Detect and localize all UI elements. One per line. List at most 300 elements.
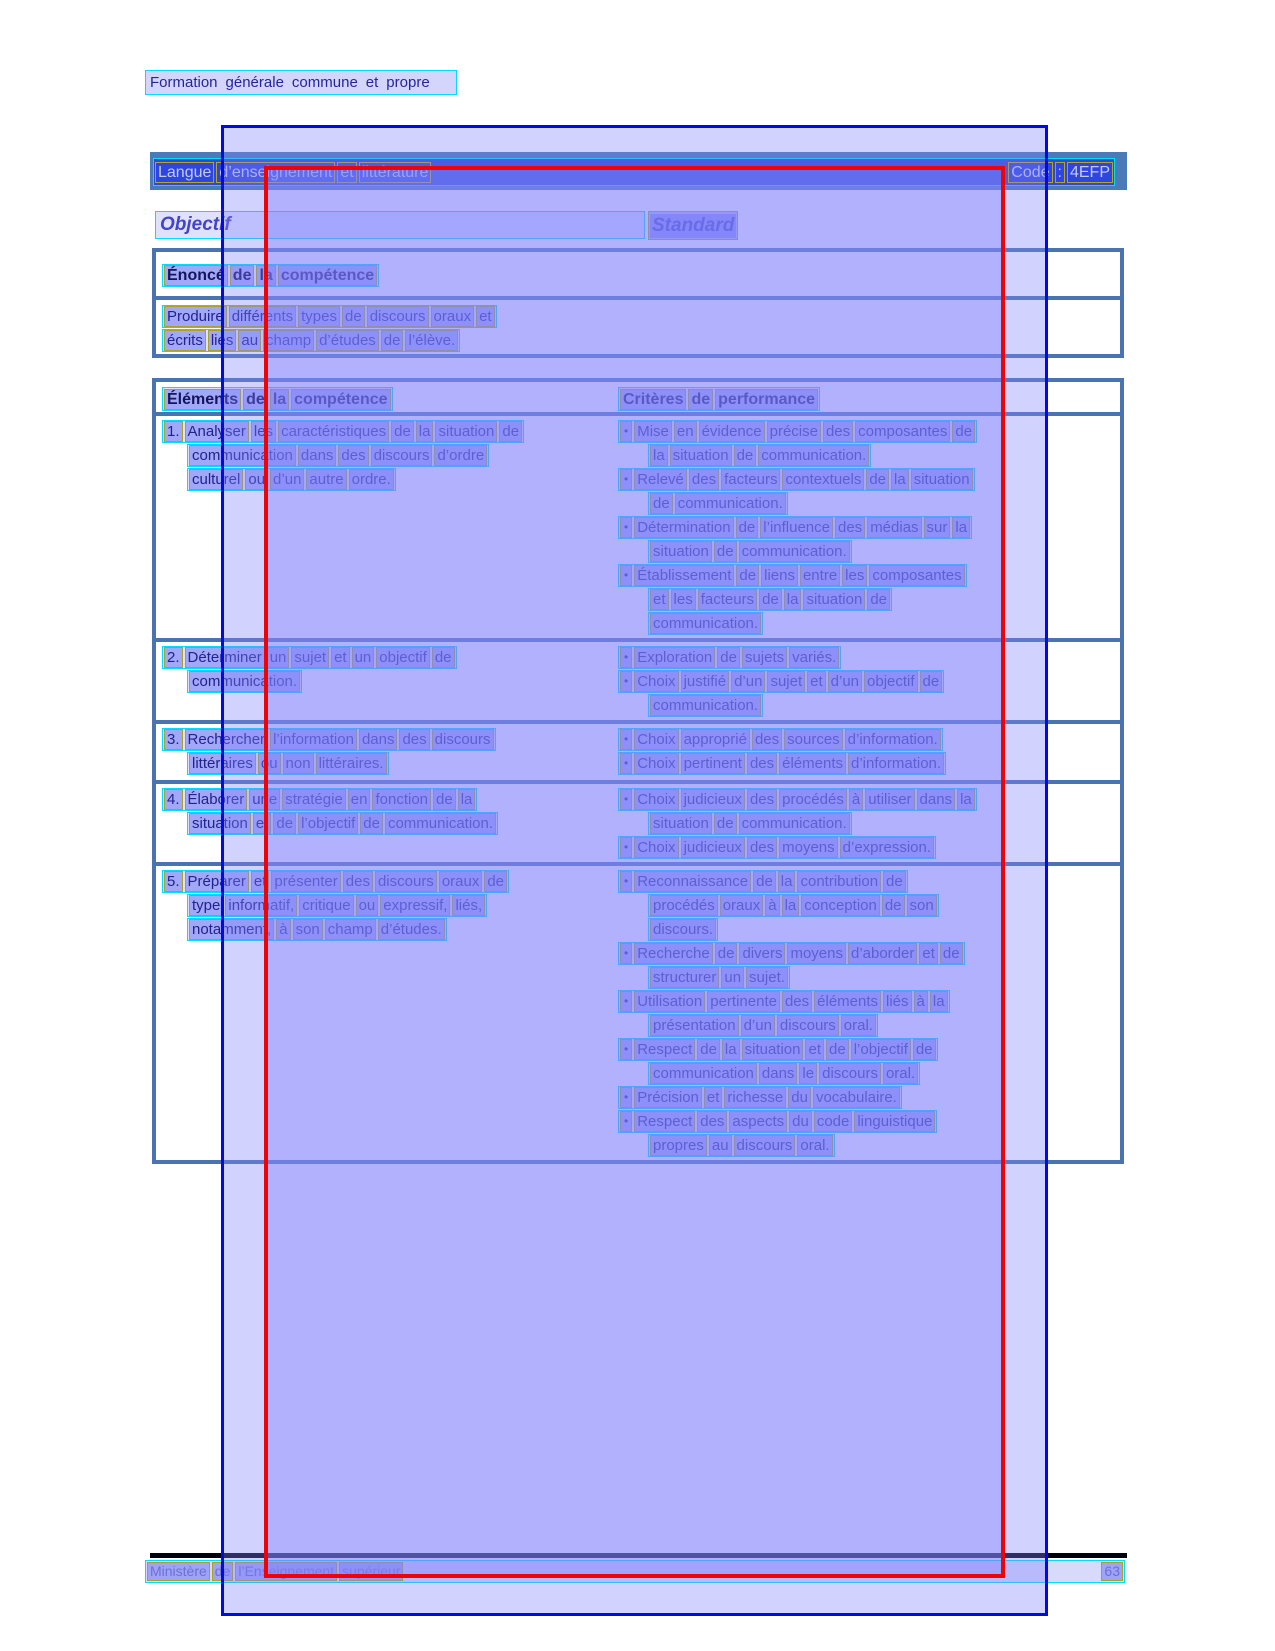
- ocr-line-box: [618, 646, 841, 669]
- ocr-word-box: de: [736, 517, 759, 538]
- ocr-word-box: de: [734, 445, 757, 466]
- ocr-word-box: de: [753, 871, 776, 892]
- ocr-line-box: [187, 670, 302, 693]
- ocr-word-box: Analyser: [185, 421, 249, 442]
- ocr-word-box: et: [807, 671, 826, 692]
- ocr-word-box: supérieur: [339, 1562, 403, 1581]
- ocr-word-box: l’élève.: [405, 330, 458, 351]
- ocr-line-box: [162, 420, 524, 443]
- ocr-word-box: Choix: [634, 837, 678, 858]
- elements-table-rows: [156, 416, 1120, 1160]
- ocr-word-box: en: [674, 421, 697, 442]
- ocr-word-box: et: [476, 306, 495, 327]
- ocr-word-box: l’objectif: [851, 1039, 911, 1060]
- ocr-word-box: oraux: [439, 871, 483, 892]
- ocr-line-box: [162, 646, 457, 669]
- ocr-word-box: et: [365, 74, 379, 91]
- ocr-word-box: éléments: [814, 991, 881, 1012]
- bullet-marker: •: [620, 1039, 632, 1060]
- ocr-word-box: types: [298, 306, 340, 327]
- ocr-word-box: de: [230, 265, 255, 286]
- ocr-word-box: situation: [435, 421, 497, 442]
- ocr-word-box: des: [689, 469, 719, 490]
- ocr-line-box: [162, 870, 509, 893]
- ocr-word-box: dans: [359, 729, 398, 750]
- ocr-word-box: Langue: [155, 162, 214, 183]
- ocr-word-box: et: [650, 589, 669, 610]
- ocr-word-box: présenter: [271, 871, 340, 892]
- ocr-word-box: du: [788, 1087, 811, 1108]
- ocr-word-box: différents: [229, 306, 296, 327]
- ocr-word-box: objectif: [864, 671, 918, 692]
- bullet-marker: •: [620, 1087, 632, 1108]
- ocr-word-box: son: [907, 895, 937, 916]
- ocr-word-box: l’influence: [760, 517, 833, 538]
- ocr-word-box: des: [835, 517, 865, 538]
- ocr-word-box: la: [930, 991, 948, 1012]
- ocr-word-box: sujet: [291, 647, 329, 668]
- ocr-word-box: Établissement: [634, 565, 734, 586]
- ocr-word-box: de: [714, 541, 737, 562]
- competence-cell: [162, 870, 618, 1158]
- ocr-word-box: facteurs: [698, 589, 757, 610]
- ocr-word-box: dans: [759, 1063, 798, 1084]
- ocr-word-box: les: [671, 589, 696, 610]
- ocr-word-box: ou: [245, 469, 268, 490]
- ocr-word-box: de: [432, 647, 455, 668]
- ocr-word-box: de: [273, 813, 296, 834]
- ocr-word-box: médias: [867, 517, 921, 538]
- ocr-word-box: informatif,: [225, 895, 297, 916]
- ocr-word-box: Préparer: [185, 871, 249, 892]
- ocr-word-box: de: [484, 871, 507, 892]
- ocr-line-box: [648, 966, 790, 989]
- ocr-word-box: oraux: [720, 895, 764, 916]
- ocr-word-box: ou: [258, 753, 281, 774]
- ocr-word-box: justifié: [681, 671, 730, 692]
- ocr-word-box: l’information: [270, 729, 357, 750]
- ocr-word-box: la: [650, 445, 668, 466]
- ocr-word-box: situation: [742, 1039, 804, 1060]
- ocr-word-box: situation: [803, 589, 865, 610]
- ocr-word-box: sujet: [767, 671, 805, 692]
- bullet-marker: •: [620, 565, 632, 586]
- table-row: [156, 416, 1120, 642]
- ocr-word-box: autre: [306, 469, 346, 490]
- table-row: [156, 866, 1120, 1160]
- ocr-word-box: Objectif: [160, 214, 231, 235]
- ocr-word-box: linguistique: [854, 1111, 935, 1132]
- ocr-word-box: ordre.: [349, 469, 394, 490]
- ocr-word-box: Détermination: [634, 517, 733, 538]
- ocr-word-box: compétence: [291, 389, 390, 410]
- ocr-word-box: d’information.: [848, 753, 944, 774]
- ocr-word-box: judicieux: [681, 789, 745, 810]
- ocr-line-box: [618, 870, 908, 893]
- ocr-word-box: de: [212, 1562, 234, 1581]
- ocr-word-box: 3.: [164, 729, 183, 750]
- ocr-word-box: d’un: [741, 1015, 775, 1036]
- ocr-word-box: sur: [924, 517, 951, 538]
- ocr-word-box: de: [759, 589, 782, 610]
- ocr-word-box: au: [238, 330, 261, 351]
- ocr-word-box: Critères: [620, 389, 686, 410]
- ocr-word-box: Choix: [634, 753, 678, 774]
- ocr-word-box: de: [717, 647, 740, 668]
- ocr-word-box: situation: [650, 813, 712, 834]
- bullet-marker: •: [620, 943, 632, 964]
- ocr-line-box: [153, 158, 1115, 186]
- ocr-word-box: ou: [356, 895, 379, 916]
- ocr-word-box: la: [778, 871, 796, 892]
- ocr-line-box: [162, 305, 497, 328]
- ocr-line-box: [187, 894, 487, 917]
- ocr-word-box: d’expression.: [840, 837, 934, 858]
- ocr-word-box: un: [267, 647, 290, 668]
- ocr-word-box: utiliser: [865, 789, 914, 810]
- ocr-line-box: [648, 612, 763, 635]
- ocr-word-box: une: [249, 789, 280, 810]
- ocr-word-box: oral.: [797, 1135, 832, 1156]
- ocr-word-box: d’ordre: [434, 445, 487, 466]
- ocr-word-box: notamment,: [189, 919, 274, 940]
- ocr-line-box: [618, 752, 946, 775]
- ocr-word-box: discours.: [650, 919, 716, 940]
- ocr-word-box: et: [331, 647, 350, 668]
- ocr-word-box: liens: [761, 565, 798, 586]
- ocr-word-box: d’aborder: [848, 943, 917, 964]
- ocr-word-box: de: [826, 1039, 849, 1060]
- ocr-word-box: variés.: [789, 647, 839, 668]
- competence-cell: [162, 646, 618, 718]
- ocr-word-box: sujet.: [746, 967, 788, 988]
- table-row: [156, 642, 1120, 724]
- ocr-word-box: littéraires: [189, 753, 256, 774]
- ocr-word-box: et: [805, 1039, 824, 1060]
- ocr-word-box: à: [914, 991, 928, 1012]
- ocr-line-box: [618, 420, 977, 443]
- ocr-word-box: de: [883, 871, 906, 892]
- ocr-word-box: richesse: [724, 1087, 786, 1108]
- ocr-word-box: d’études: [316, 330, 379, 351]
- ocr-line-box: [648, 918, 718, 941]
- ocr-word-box: structurer: [650, 967, 719, 988]
- ocr-word-box: communication.: [739, 541, 850, 562]
- ocr-word-box: de: [342, 306, 365, 327]
- ocr-word-box: la: [957, 789, 975, 810]
- ocr-line-box: [187, 918, 447, 941]
- ocr-word-box: compétence: [278, 265, 377, 286]
- ocr-word-box: contribution: [797, 871, 881, 892]
- ocr-word-box: l’Enseignement: [235, 1562, 337, 1581]
- ocr-word-box: la: [256, 265, 275, 286]
- ocr-word-box: et: [919, 943, 938, 964]
- ocr-word-box: Mise: [634, 421, 672, 442]
- bullet-marker: •: [620, 1111, 632, 1132]
- ocr-word-box: des: [752, 729, 782, 750]
- ocr-word-box: Recherche: [634, 943, 713, 964]
- ocr-word-box: fonction: [372, 789, 431, 810]
- bullet-marker: •: [620, 753, 632, 774]
- ocr-word-box: Choix: [634, 671, 678, 692]
- competence-cell: [162, 728, 618, 778]
- ocr-word-box: approprié: [681, 729, 750, 750]
- ocr-word-box: son: [293, 919, 323, 940]
- ocr-line-box: [618, 1086, 902, 1109]
- ocr-word-box: pertinente: [707, 991, 780, 1012]
- ocr-line-box: [618, 942, 965, 965]
- ocr-word-box: Exploration: [634, 647, 715, 668]
- standard-title: [648, 211, 738, 240]
- criteria-cell: [618, 870, 1120, 1158]
- ocr-word-box: Élaborer: [185, 789, 248, 810]
- bullet-marker: •: [620, 871, 632, 892]
- ocr-word-box: discours: [432, 729, 494, 750]
- ocr-word-box: :: [1055, 162, 1065, 183]
- bullet-marker: •: [620, 517, 632, 538]
- ocr-word-box: d’enseignement: [216, 162, 335, 183]
- ocr-word-box: de: [391, 421, 414, 442]
- ocr-line-box: [187, 812, 498, 835]
- category-label: [145, 70, 457, 95]
- ocr-word-box: littérature: [359, 162, 432, 183]
- ocr-word-box: de: [940, 943, 963, 964]
- elements-table: [152, 378, 1124, 1164]
- bullet-marker: •: [620, 647, 632, 668]
- enonce-table: [152, 248, 1124, 358]
- ocr-word-box: à: [765, 895, 779, 916]
- footer-rule: [150, 1553, 1127, 1558]
- ocr-word-box: procédés: [650, 895, 718, 916]
- ocr-word-box: propres: [650, 1135, 707, 1156]
- ocr-word-box: d’information.: [845, 729, 941, 750]
- ocr-word-box: discours: [367, 306, 429, 327]
- ocr-word-box: et: [251, 871, 270, 892]
- ocr-word-box: Code: [1008, 162, 1052, 183]
- ocr-word-box: de: [913, 1039, 936, 1060]
- ocr-line-box: [618, 564, 967, 587]
- ocr-word-box: Relevé: [634, 469, 687, 490]
- ocr-line-box: [618, 468, 975, 491]
- ocr-word-box: et: [704, 1087, 723, 1108]
- ocr-word-box: 63: [1101, 1562, 1123, 1581]
- bullet-marker: •: [620, 837, 632, 858]
- ocr-word-box: procédés: [779, 789, 847, 810]
- ocr-word-box: la: [270, 389, 289, 410]
- ocr-word-box: évidence: [699, 421, 765, 442]
- ocr-word-box: des: [747, 753, 777, 774]
- ocr-word-box: 5.: [164, 871, 183, 892]
- ocr-word-box: Choix: [634, 729, 678, 750]
- ocr-word-box: liés,: [452, 895, 485, 916]
- ocr-word-box: critique: [299, 895, 353, 916]
- ocr-word-box: de: [714, 813, 737, 834]
- ocr-line-box: [648, 1134, 835, 1157]
- ocr-word-box: à: [276, 919, 290, 940]
- ocr-line-box: [648, 492, 788, 515]
- ocr-word-box: des: [823, 421, 853, 442]
- ocr-word-box: code: [814, 1111, 853, 1132]
- ocr-word-box: situation: [911, 469, 973, 490]
- page-number: [1100, 1562, 1124, 1581]
- ocr-line-box: [162, 788, 477, 811]
- ocr-word-box: conception: [801, 895, 880, 916]
- ocr-word-box: Produire: [164, 306, 227, 327]
- ocr-word-box: situation: [650, 541, 712, 562]
- competence-cell: [162, 420, 618, 636]
- ocr-word-box: communication.: [650, 613, 761, 634]
- ocr-line-box: [187, 752, 389, 775]
- ocr-word-box: dans: [917, 789, 956, 810]
- ocr-word-box: divers: [739, 943, 785, 964]
- ocr-word-box: de: [688, 389, 713, 410]
- ocr-word-box: 4.: [164, 789, 183, 810]
- ocr-word-box: facteurs: [721, 469, 780, 490]
- bullet-marker: •: [620, 789, 632, 810]
- ocr-line-box: [187, 444, 489, 467]
- section-title-row: [155, 211, 738, 240]
- ocr-line-box: [618, 1110, 937, 1133]
- criteria-cell: [618, 420, 1120, 636]
- ocr-line-box: [187, 468, 396, 491]
- ocr-word-box: de: [433, 789, 456, 810]
- ocr-word-box: Respect: [634, 1039, 695, 1060]
- ocr-line-box: [618, 670, 944, 693]
- ocr-word-box: la: [784, 589, 802, 610]
- ocr-word-box: discours: [819, 1063, 881, 1084]
- ocr-word-box: sources: [784, 729, 843, 750]
- ocr-word-box: de: [952, 421, 975, 442]
- ocr-line-box: [648, 694, 763, 717]
- ocr-line-box: [648, 812, 852, 835]
- ocr-line-box: [618, 1038, 938, 1061]
- ocr-word-box: à: [849, 789, 863, 810]
- ocr-line-box: [648, 540, 852, 563]
- ocr-line-box: [648, 894, 939, 917]
- table-row: [156, 724, 1120, 784]
- ocr-word-box: Précision: [634, 1087, 702, 1108]
- enonce-table-body: [156, 300, 1120, 352]
- ocr-word-box: les: [842, 565, 867, 586]
- ocr-word-box: communication.: [675, 493, 786, 514]
- objectif-title: [155, 211, 645, 239]
- footer-line: [145, 1560, 1125, 1583]
- ocr-line-box: [618, 516, 972, 539]
- ocr-word-box: la: [782, 895, 800, 916]
- ocr-word-box: de: [715, 943, 738, 964]
- ocr-line-box: [618, 788, 977, 811]
- ocr-word-box: la: [952, 517, 970, 538]
- bullet-marker: •: [620, 671, 632, 692]
- ocr-word-box: d’un: [270, 469, 304, 490]
- bullet-marker: •: [620, 421, 632, 442]
- ocr-word-box: communication.: [189, 671, 300, 692]
- ocr-word-box: objectif: [376, 647, 430, 668]
- ocr-word-box: précise: [767, 421, 821, 442]
- ocr-word-box: d’un: [828, 671, 862, 692]
- ocr-word-box: éléments: [779, 753, 846, 774]
- ocr-word-box: oraux: [431, 306, 475, 327]
- document-code: [1007, 162, 1114, 183]
- ocr-line-box: [648, 444, 871, 467]
- ocr-word-box: 1.: [164, 421, 183, 442]
- ocr-word-box: pertinent: [681, 753, 745, 774]
- ocr-word-box: Déterminer: [185, 647, 265, 668]
- ocr-word-box: la: [416, 421, 434, 442]
- ocr-word-box: Éléments: [164, 389, 241, 410]
- ocr-word-box: oral.: [883, 1063, 918, 1084]
- ocr-word-box: le: [799, 1063, 817, 1084]
- ocr-word-box: Énoncé: [164, 265, 228, 286]
- ocr-word-box: expressif,: [380, 895, 450, 916]
- ocr-word-box: un: [352, 647, 375, 668]
- ocr-word-box: écrits: [164, 330, 206, 351]
- ocr-line-box: [648, 588, 892, 611]
- ocr-word-box: champ: [263, 330, 314, 351]
- elements-heading: [162, 387, 393, 411]
- ocr-word-box: et: [253, 813, 272, 834]
- ocr-word-box: de: [381, 330, 404, 351]
- ocr-word-box: communication: [189, 445, 296, 466]
- ocr-line-box: [648, 1062, 920, 1085]
- ocr-line-box: [648, 1014, 878, 1037]
- ocr-word-box: discours: [375, 871, 437, 892]
- ocr-word-box: des: [697, 1111, 727, 1132]
- ocr-word-box: des: [343, 871, 373, 892]
- ocr-word-box: champ: [325, 919, 376, 940]
- ocr-word-box: oral.: [841, 1015, 876, 1036]
- ocr-line-box: [618, 836, 936, 859]
- table-row: [156, 784, 1120, 866]
- elements-table-header: [156, 382, 1120, 416]
- ocr-word-box: des: [747, 789, 777, 810]
- ocr-word-box: aspects: [729, 1111, 787, 1132]
- ocr-word-box: communication: [650, 1063, 757, 1084]
- ocr-word-box: d’études.: [378, 919, 445, 940]
- ocr-word-box: situation: [670, 445, 732, 466]
- ocr-word-box: composantes: [855, 421, 950, 442]
- ocr-word-box: de: [499, 421, 522, 442]
- ocr-word-box: dans: [298, 445, 337, 466]
- ocr-word-box: non: [283, 753, 314, 774]
- ocr-word-box: communication.: [650, 695, 761, 716]
- competence-cell: [162, 788, 618, 860]
- ocr-word-box: performance: [715, 389, 818, 410]
- ocr-word-box: entre: [800, 565, 840, 586]
- criteria-cell: [618, 728, 1120, 778]
- ocr-word-box: littéraires.: [316, 753, 387, 774]
- ocr-word-box: de: [243, 389, 268, 410]
- ocr-word-box: du: [789, 1111, 812, 1132]
- ocr-word-box: Ministère: [147, 1562, 210, 1581]
- bullet-marker: •: [620, 991, 632, 1012]
- ocr-word-box: moyens: [779, 837, 838, 858]
- ocr-word-box: de: [697, 1039, 720, 1060]
- ocr-word-box: des: [338, 445, 368, 466]
- ocr-word-box: des: [747, 837, 777, 858]
- ocr-word-box: propre: [386, 74, 430, 91]
- ocr-word-box: de: [736, 565, 759, 586]
- ocr-word-box: communication.: [758, 445, 869, 466]
- ocr-word-box: moyens: [787, 943, 846, 964]
- ocr-word-box: contextuels: [782, 469, 864, 490]
- ocr-word-box: 4EFP: [1067, 162, 1113, 183]
- ocr-word-box: Standard: [652, 214, 735, 236]
- ocr-word-box: un: [721, 967, 744, 988]
- ocr-word-box: liés: [208, 330, 237, 351]
- ocr-word-box: 2.: [164, 647, 183, 668]
- ocr-word-box: la: [722, 1039, 740, 1060]
